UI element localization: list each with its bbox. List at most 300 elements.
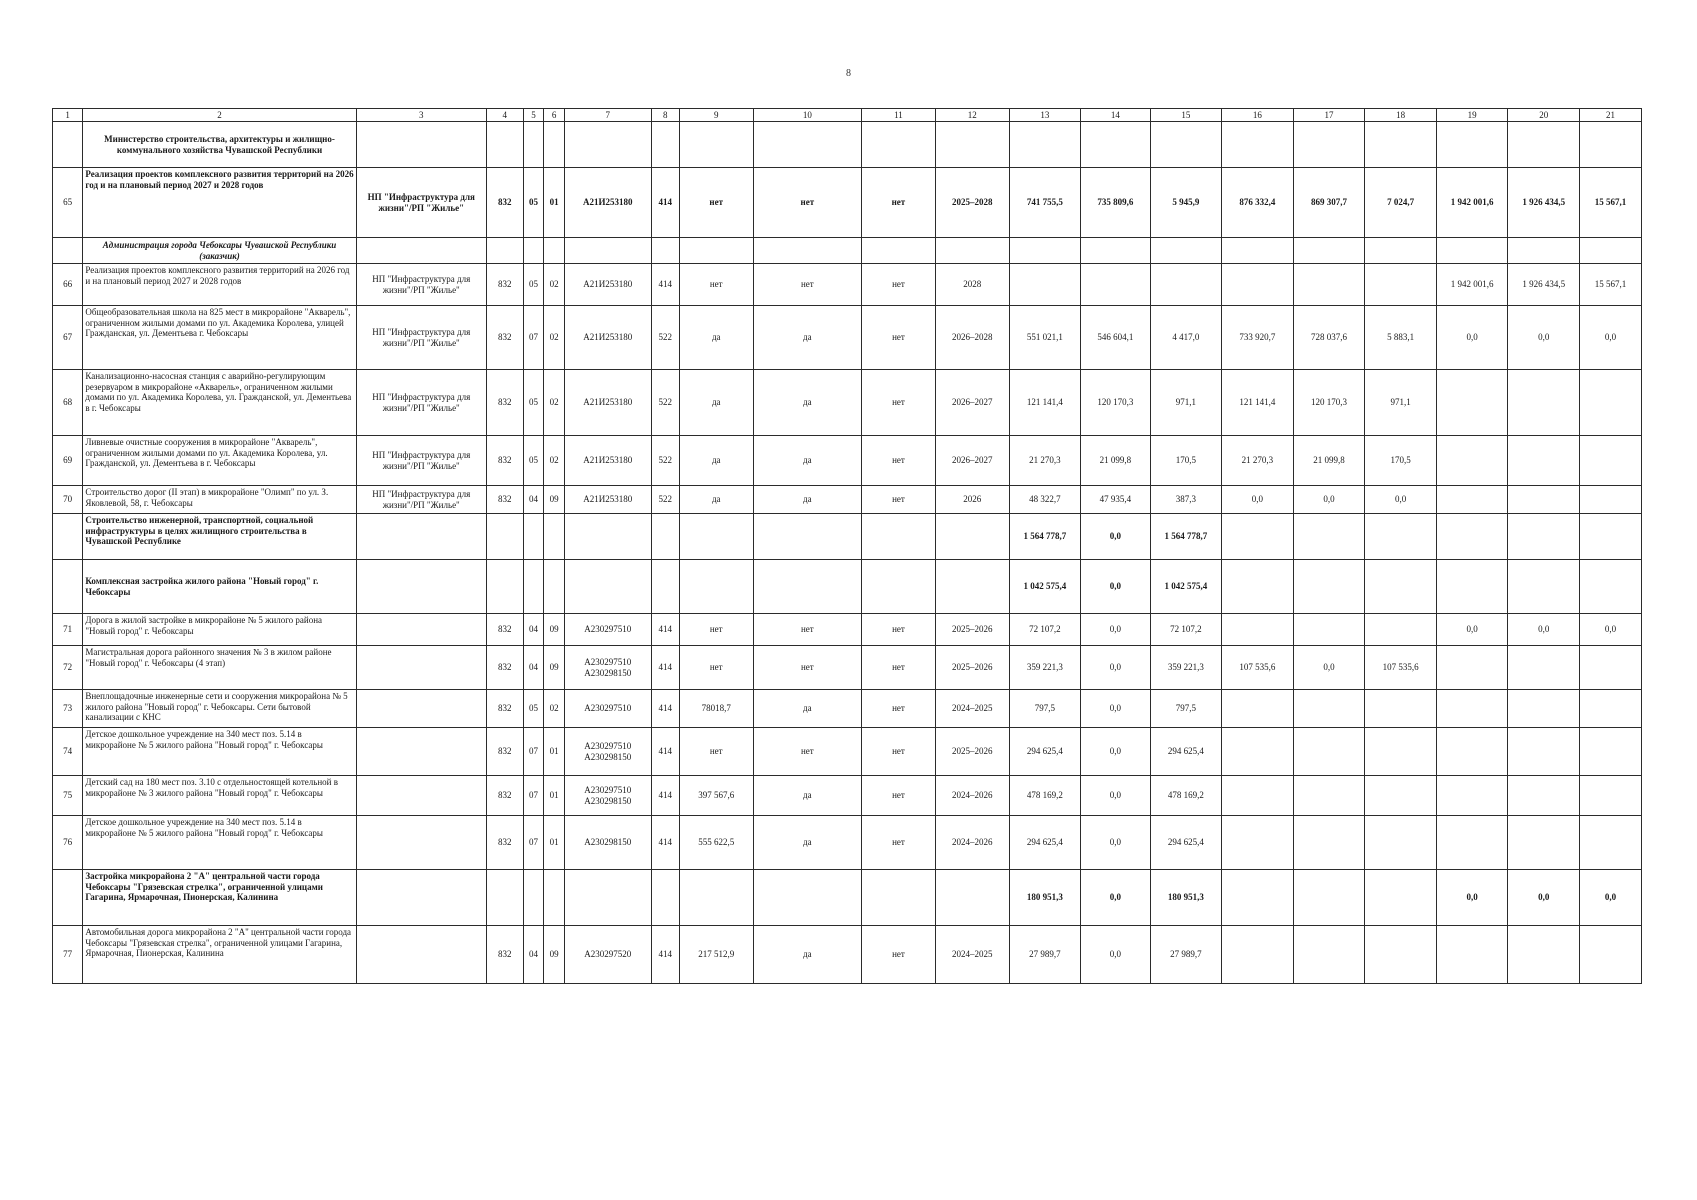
column-number-20: 20: [1508, 109, 1580, 122]
column-number-6: 6: [544, 109, 565, 122]
cell-c21: [1580, 436, 1642, 486]
cell-c11: нет: [862, 776, 936, 816]
cell-c7: А21И253180: [564, 436, 651, 486]
cell-num: 77: [53, 926, 83, 984]
cell-c13: 180 951,3: [1009, 870, 1081, 926]
table-row-65: [53, 168, 1642, 238]
cell-c21: [1580, 370, 1642, 436]
cell-c8: 414: [651, 926, 679, 984]
cell-c14: 0,0: [1081, 646, 1150, 690]
cell-c4: 832: [486, 646, 523, 690]
cell-resp: НП "Инфраструктура для жизни"/РП "Жилье": [356, 370, 486, 436]
cell-c11: нет: [862, 436, 936, 486]
cell-name: Магистральная дорога районного значения № 3 в жилом районе "Новый город" г. Чебоксары (4 этап): [83, 646, 356, 690]
cell-c5: 05: [523, 690, 544, 728]
cell-c11: нет: [862, 486, 936, 514]
cell-c19: [1436, 370, 1508, 436]
cell-c8: 522: [651, 306, 679, 370]
cell-c7: А230298150: [564, 816, 651, 870]
column-number-18: 18: [1365, 109, 1437, 122]
cell-c16: [1222, 816, 1294, 870]
cell-c15: 387,3: [1150, 486, 1222, 514]
cell-num: 66: [53, 264, 83, 306]
column-number-12: 12: [935, 109, 1009, 122]
cell-c8: 522: [651, 486, 679, 514]
cell-c17: [1293, 614, 1365, 646]
column-number-2: 2: [83, 109, 356, 122]
cell-c17: 728 037,6: [1293, 306, 1365, 370]
cell-c17: [1293, 728, 1365, 776]
cell-resp: НП "Инфраструктура для жизни"/РП "Жилье": [356, 264, 486, 306]
column-number-15: 15: [1150, 109, 1222, 122]
cell-c10: нет: [753, 646, 861, 690]
table-row-75: [53, 776, 1642, 816]
cell-num: 72: [53, 646, 83, 690]
column-number-14: 14: [1081, 109, 1150, 122]
cell-c5: 05: [523, 264, 544, 306]
cell-c19: [1436, 486, 1508, 514]
cell-c15: 180 951,3: [1150, 870, 1222, 926]
cell-c10: да: [753, 436, 861, 486]
column-number-7: 7: [564, 109, 651, 122]
cell-c4: 832: [486, 926, 523, 984]
section-row-admin: [53, 238, 1642, 264]
cell-c10: да: [753, 486, 861, 514]
cell-c4: 832: [486, 614, 523, 646]
cell-c20: [1508, 728, 1580, 776]
cell-c15: 294 625,4: [1150, 816, 1222, 870]
column-number-16: 16: [1222, 109, 1294, 122]
cell-c21: [1580, 816, 1642, 870]
cell-c6: 01: [544, 728, 565, 776]
cell-c8: 414: [651, 614, 679, 646]
table-row-68: [53, 370, 1642, 436]
column-number-21: 21: [1580, 109, 1642, 122]
cell-c10: нет: [753, 168, 861, 238]
cell-c12: 2026–2028: [935, 306, 1009, 370]
cell-c21: 0,0: [1580, 614, 1642, 646]
cell-c13: [1009, 264, 1081, 306]
cell-c4: 832: [486, 168, 523, 238]
cell-c9: нет: [679, 728, 753, 776]
cell-c11: нет: [862, 728, 936, 776]
cell-c12: 2025–2026: [935, 728, 1009, 776]
cell-c14: [1081, 264, 1150, 306]
cell-c21: 15 567,1: [1580, 168, 1642, 238]
cell-c10: нет: [753, 614, 861, 646]
cell-c6: 09: [544, 646, 565, 690]
cell-c18: 107 535,6: [1365, 646, 1437, 690]
cell-c17: [1293, 816, 1365, 870]
investment-table: [52, 108, 1642, 984]
cell-name: Комплексная застройка жилого района "Новый город" г. Чебоксары: [83, 560, 356, 614]
cell-c20: 1 926 434,5: [1508, 168, 1580, 238]
cell-c10: да: [753, 306, 861, 370]
cell-c6: 01: [544, 168, 565, 238]
cell-c6: 02: [544, 264, 565, 306]
cell-c20: [1508, 486, 1580, 514]
cell-c16: [1222, 614, 1294, 646]
cell-c10: да: [753, 776, 861, 816]
cell-c6: 09: [544, 486, 565, 514]
cell-c6: 02: [544, 370, 565, 436]
subtotal-row: [53, 870, 1642, 926]
cell-c6: 09: [544, 926, 565, 984]
cell-c13: 551 021,1: [1009, 306, 1081, 370]
cell-c10: да: [753, 690, 861, 728]
cell-c4: 832: [486, 728, 523, 776]
cell-c6: 09: [544, 614, 565, 646]
cell-c14: 0,0: [1081, 614, 1150, 646]
cell-c19: 0,0: [1436, 614, 1508, 646]
cell-c20: [1508, 370, 1580, 436]
cell-c18: 170,5: [1365, 436, 1437, 486]
cell-c11: нет: [862, 168, 936, 238]
cell-c21: [1580, 486, 1642, 514]
cell-c15: 971,1: [1150, 370, 1222, 436]
cell-num: 75: [53, 776, 83, 816]
cell-c12: 2026–2027: [935, 370, 1009, 436]
cell-c20: [1508, 816, 1580, 870]
table-row-73: [53, 690, 1642, 728]
cell-c15: [1150, 264, 1222, 306]
cell-c11: нет: [862, 816, 936, 870]
cell-c16: 107 535,6: [1222, 646, 1294, 690]
cell-c5: 05: [523, 168, 544, 238]
cell-c19: [1436, 728, 1508, 776]
cell-c13: 1 042 575,4: [1009, 560, 1081, 614]
cell-c14: 47 935,4: [1081, 486, 1150, 514]
cell-c21: [1580, 776, 1642, 816]
cell-name: Строительство инженерной, транспортной, социальной инфраструктуры в целях жилищного строительства в Чувашской Республике: [83, 514, 356, 560]
column-number-10: 10: [753, 109, 861, 122]
section-row-ministry: [53, 122, 1642, 168]
cell-c7: А230297510: [564, 690, 651, 728]
column-number-9: 9: [679, 109, 753, 122]
cell-c12: 2025–2026: [935, 646, 1009, 690]
cell-c19: [1436, 646, 1508, 690]
cell-c9: да: [679, 436, 753, 486]
column-number-17: 17: [1293, 109, 1365, 122]
cell-c13: 797,5: [1009, 690, 1081, 728]
cell-name: Внеплощадочные инженерные сети и сооружения микрорайона № 5 жилого района "Новый город" г. Чебоксары. Сети бытовой канализации с КНС: [83, 690, 356, 728]
cell-c16: 21 270,3: [1222, 436, 1294, 486]
column-number-19: 19: [1436, 109, 1508, 122]
cell-c13: 1 564 778,7: [1009, 514, 1081, 560]
cell-num: 74: [53, 728, 83, 776]
cell-c8: 414: [651, 168, 679, 238]
cell-c18: [1365, 264, 1437, 306]
cell-c17: [1293, 690, 1365, 728]
cell-c7: А21И253180: [564, 264, 651, 306]
cell-c15: 27 989,7: [1150, 926, 1222, 984]
cell-c18: 7 024,7: [1365, 168, 1437, 238]
cell-c11: нет: [862, 926, 936, 984]
cell-c13: 27 989,7: [1009, 926, 1081, 984]
cell-c7: А230297510 А230298150: [564, 728, 651, 776]
cell-c7: А21И253180: [564, 306, 651, 370]
cell-c21: 0,0: [1580, 306, 1642, 370]
table-row-76: [53, 816, 1642, 870]
cell-c18: [1365, 728, 1437, 776]
cell-c10: да: [753, 816, 861, 870]
column-number-5: 5: [523, 109, 544, 122]
cell-name: Реализация проектов комплексного развития территорий на 2026 год и на плановый период 2027 и 2028 годов: [83, 168, 356, 238]
cell-c10: да: [753, 926, 861, 984]
cell-c19: 1 942 001,6: [1436, 168, 1508, 238]
cell-c20: 1 926 434,5: [1508, 264, 1580, 306]
cell-c11: нет: [862, 370, 936, 436]
table-row-66: [53, 264, 1642, 306]
cell-c8: 414: [651, 646, 679, 690]
cell-c7: А21И253180: [564, 370, 651, 436]
cell-c14: 0,0: [1081, 690, 1150, 728]
cell-c15: 1 564 778,7: [1150, 514, 1222, 560]
cell-num: 65: [53, 168, 83, 238]
column-number-4: 4: [486, 109, 523, 122]
cell-c14: 0,0: [1081, 560, 1150, 614]
cell-c10: да: [753, 370, 861, 436]
cell-c16: 876 332,4: [1222, 168, 1294, 238]
cell-c4: 832: [486, 816, 523, 870]
cell-c13: 294 625,4: [1009, 816, 1081, 870]
cell-c19: [1436, 816, 1508, 870]
cell-c20: [1508, 646, 1580, 690]
cell-c10: нет: [753, 264, 861, 306]
cell-c15: 72 107,2: [1150, 614, 1222, 646]
cell-c12: 2028: [935, 264, 1009, 306]
cell-c21: [1580, 646, 1642, 690]
cell-c16: [1222, 776, 1294, 816]
cell-c16: 0,0: [1222, 486, 1294, 514]
cell-c7: А230297510: [564, 614, 651, 646]
cell-c20: 0,0: [1508, 614, 1580, 646]
cell-c15: 294 625,4: [1150, 728, 1222, 776]
cell-c4: 832: [486, 690, 523, 728]
subtotal-row: [53, 560, 1642, 614]
cell-c21: [1580, 690, 1642, 728]
cell-c17: [1293, 776, 1365, 816]
cell-c4: 832: [486, 486, 523, 514]
cell-c8: 414: [651, 816, 679, 870]
cell-c13: 294 625,4: [1009, 728, 1081, 776]
cell-c17: 0,0: [1293, 646, 1365, 690]
cell-c11: нет: [862, 306, 936, 370]
cell-c12: 2024–2026: [935, 816, 1009, 870]
cell-c19: 0,0: [1436, 870, 1508, 926]
cell-c17: 869 307,7: [1293, 168, 1365, 238]
cell-c8: 414: [651, 776, 679, 816]
cell-c5: 04: [523, 486, 544, 514]
section-title: Министерство строительства, архитектуры и жилищно-коммунального хозяйства Чувашской Республики: [83, 122, 356, 168]
cell-num: 69: [53, 436, 83, 486]
cell-c19: [1436, 436, 1508, 486]
cell-c13: 48 322,7: [1009, 486, 1081, 514]
cell-c8: 414: [651, 690, 679, 728]
cell-c6: 02: [544, 306, 565, 370]
cell-c12: 2025–2026: [935, 614, 1009, 646]
cell-num: 67: [53, 306, 83, 370]
cell-c13: 21 270,3: [1009, 436, 1081, 486]
table-row-70: [53, 486, 1642, 514]
cell-c18: [1365, 816, 1437, 870]
cell-name: Дорога в жилой застройке в микрорайоне № 5 жилого района "Новый город" г. Чебоксары: [83, 614, 356, 646]
cell-c9: нет: [679, 168, 753, 238]
cell-c16: [1222, 264, 1294, 306]
cell-c12: 2024–2025: [935, 690, 1009, 728]
cell-c17: 120 170,3: [1293, 370, 1365, 436]
cell-c9: 217 512,9: [679, 926, 753, 984]
cell-c8: 522: [651, 370, 679, 436]
cell-c14: 0,0: [1081, 816, 1150, 870]
cell-c8: 414: [651, 728, 679, 776]
cell-c15: 170,5: [1150, 436, 1222, 486]
table-row-67: [53, 306, 1642, 370]
cell-c6: 01: [544, 776, 565, 816]
cell-c18: 971,1: [1365, 370, 1437, 436]
cell-c14: 0,0: [1081, 728, 1150, 776]
subtotal-row: [53, 514, 1642, 560]
cell-c19: 1 942 001,6: [1436, 264, 1508, 306]
cell-c9: да: [679, 370, 753, 436]
cell-name: Канализационно-насосная станция с аварийно-регулирующим резервуаром в микрорайоне «Акварель», ограниченном жилыми домами по ул. Академика Королева, ул. Гражданской, ул. Дементьева в г. Чебоксары: [83, 370, 356, 436]
cell-c11: нет: [862, 614, 936, 646]
cell-c9: 555 622,5: [679, 816, 753, 870]
cell-c19: 0,0: [1436, 306, 1508, 370]
cell-c15: 1 042 575,4: [1150, 560, 1222, 614]
cell-c21: [1580, 728, 1642, 776]
column-number-1: 1: [53, 109, 83, 122]
cell-c18: [1365, 776, 1437, 816]
cell-resp: НП "Инфраструктура для жизни"/РП "Жилье": [356, 436, 486, 486]
cell-c5: 07: [523, 776, 544, 816]
cell-name: Строительство дорог (II этап) в микрорайоне "Олимп" по ул. З. Яковлевой, 58, г. Чебоксары: [83, 486, 356, 514]
cell-c5: 07: [523, 728, 544, 776]
cell-c9: да: [679, 486, 753, 514]
cell-c14: 546 604,1: [1081, 306, 1150, 370]
cell-c9: нет: [679, 264, 753, 306]
cell-c15: 4 417,0: [1150, 306, 1222, 370]
cell-c20: 0,0: [1508, 306, 1580, 370]
cell-resp: НП "Инфраструктура для жизни"/РП "Жилье": [356, 168, 486, 238]
cell-c7: А21И253180: [564, 168, 651, 238]
cell-name: Ливневые очистные сооружения в микрорайоне "Акварель", ограниченном жилыми домами по ул. Академика Королева, ул. Гражданской, ул. Дементьева в г. Чебоксары: [83, 436, 356, 486]
cell-c5: 05: [523, 370, 544, 436]
cell-c6: 01: [544, 816, 565, 870]
cell-c18: 0,0: [1365, 486, 1437, 514]
cell-c4: 832: [486, 370, 523, 436]
cell-c12: 2026–2027: [935, 436, 1009, 486]
cell-c13: 72 107,2: [1009, 614, 1081, 646]
column-number-8: 8: [651, 109, 679, 122]
cell-c14: 21 099,8: [1081, 436, 1150, 486]
cell-c17: 21 099,8: [1293, 436, 1365, 486]
cell-c20: [1508, 436, 1580, 486]
cell-c10: нет: [753, 728, 861, 776]
cell-c19: [1436, 776, 1508, 816]
table-row-72: [53, 646, 1642, 690]
cell-num: 70: [53, 486, 83, 514]
cell-c11: нет: [862, 264, 936, 306]
table-row-77: [53, 926, 1642, 984]
cell-c13: 478 169,2: [1009, 776, 1081, 816]
cell-c18: [1365, 614, 1437, 646]
column-number-3: 3: [356, 109, 486, 122]
cell-c11: нет: [862, 646, 936, 690]
cell-c7: А230297520: [564, 926, 651, 984]
column-number-13: 13: [1009, 109, 1081, 122]
cell-c16: [1222, 690, 1294, 728]
cell-c15: 5 945,9: [1150, 168, 1222, 238]
cell-c12: 2024–2026: [935, 776, 1009, 816]
page-number: 8: [846, 68, 851, 79]
cell-c14: 0,0: [1081, 514, 1150, 560]
cell-c9: нет: [679, 614, 753, 646]
cell-c15: 478 169,2: [1150, 776, 1222, 816]
cell-c20: [1508, 776, 1580, 816]
cell-name: Детское дошкольное учреждение на 340 мест поз. 5.14 в микрорайоне № 5 жилого района "Новый город" г. Чебоксары: [83, 816, 356, 870]
table-row-69: [53, 436, 1642, 486]
cell-c14: 0,0: [1081, 776, 1150, 816]
cell-resp: НП "Инфраструктура для жизни"/РП "Жилье": [356, 306, 486, 370]
cell-c4: 832: [486, 776, 523, 816]
cell-c5: 04: [523, 646, 544, 690]
cell-c13: 741 755,5: [1009, 168, 1081, 238]
cell-num: 76: [53, 816, 83, 870]
cell-resp: НП "Инфраструктура для жизни"/РП "Жилье": [356, 486, 486, 514]
cell-c21: 0,0: [1580, 870, 1642, 926]
cell-c21: 15 567,1: [1580, 264, 1642, 306]
cell-c4: 832: [486, 436, 523, 486]
column-number-11: 11: [862, 109, 936, 122]
cell-c7: А230297510 А230298150: [564, 776, 651, 816]
cell-c14: 0,0: [1081, 926, 1150, 984]
cell-name: Детское дошкольное учреждение на 340 мест поз. 5.14 в микрорайоне № 5 жилого района "Новый город" г. Чебоксары: [83, 728, 356, 776]
cell-c8: 414: [651, 264, 679, 306]
cell-num: 73: [53, 690, 83, 728]
cell-c14: 0,0: [1081, 870, 1150, 926]
cell-c19: [1436, 690, 1508, 728]
cell-c5: 07: [523, 306, 544, 370]
cell-c5: 04: [523, 926, 544, 984]
cell-c8: 522: [651, 436, 679, 486]
cell-c12: 2024–2025: [935, 926, 1009, 984]
cell-c5: 05: [523, 436, 544, 486]
cell-c20: 0,0: [1508, 870, 1580, 926]
cell-c13: 359 221,3: [1009, 646, 1081, 690]
cell-c14: 735 809,6: [1081, 168, 1150, 238]
cell-c9: 78018,7: [679, 690, 753, 728]
cell-c20: [1508, 690, 1580, 728]
cell-c5: 04: [523, 614, 544, 646]
cell-name: Детский сад на 180 мест поз. 3.10 с отдельностоящей котельной в микрорайоне № 3 жилого района "Новый город" г. Чебоксары: [83, 776, 356, 816]
cell-c5: 07: [523, 816, 544, 870]
cell-c16: [1222, 728, 1294, 776]
cell-name: Общеобразовательная школа на 825 мест в микрорайоне "Акварель", ограниченном жилыми домами по ул. Академика Королева, улицей Гражданская, ул. Дементьева г. Чебоксары: [83, 306, 356, 370]
cell-c13: 121 141,4: [1009, 370, 1081, 436]
section-title: Администрация города Чебоксары Чувашской Республики (заказчик): [83, 238, 356, 264]
cell-c4: 832: [486, 264, 523, 306]
cell-c18: [1365, 690, 1437, 728]
cell-c12: 2026: [935, 486, 1009, 514]
cell-c7: А230297510 А230298150: [564, 646, 651, 690]
cell-name: Реализация проектов комплексного развития территорий на 2026 год и на плановый период 2027 и 2028 годов: [83, 264, 356, 306]
cell-c18: 5 883,1: [1365, 306, 1437, 370]
cell-c6: 02: [544, 436, 565, 486]
cell-c12: 2025–2028: [935, 168, 1009, 238]
cell-c11: нет: [862, 690, 936, 728]
cell-c17: [1293, 264, 1365, 306]
